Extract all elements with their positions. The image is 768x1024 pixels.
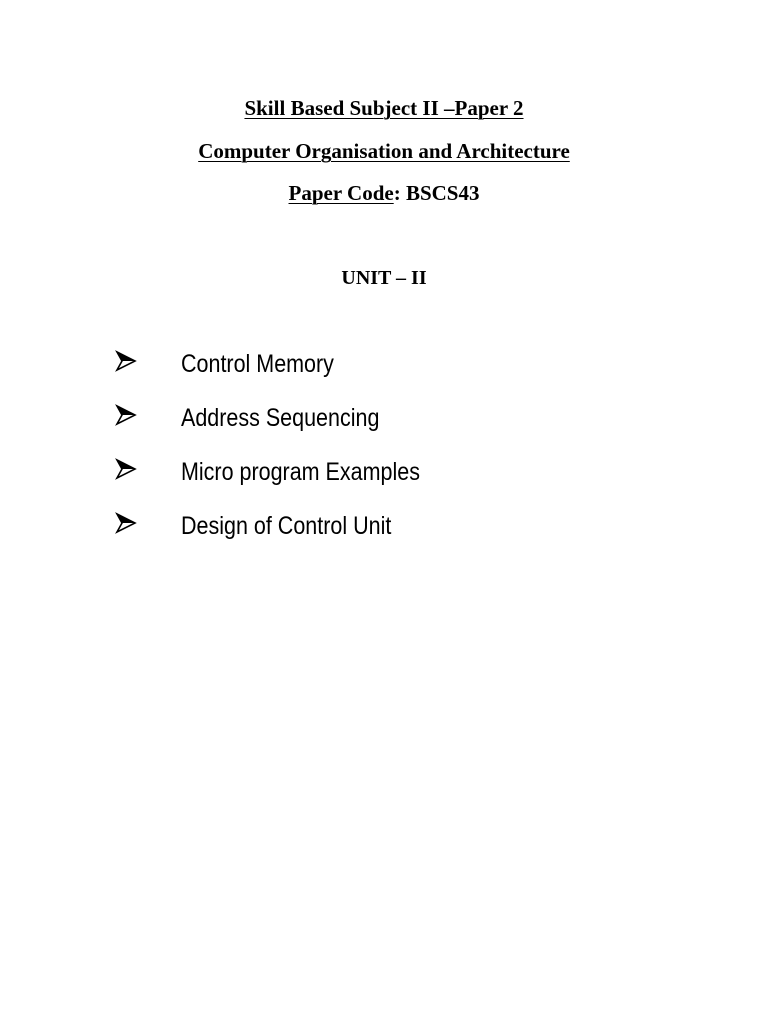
topic-label: Micro program Examples <box>181 458 420 486</box>
list-item <box>0 452 768 506</box>
arrowhead-bullet-icon <box>115 512 137 534</box>
topic-label: Address Sequencing <box>181 404 380 432</box>
arrowhead-bullet-icon <box>115 458 137 480</box>
paper-code-separator: : <box>393 181 401 205</box>
topic-label: Control Memory <box>181 350 334 378</box>
unit-heading <box>0 265 768 291</box>
document-subject <box>0 138 768 164</box>
list-item <box>0 344 768 398</box>
arrowhead-bullet-icon <box>115 404 137 426</box>
unit-heading-text: UNIT – II <box>341 267 427 289</box>
document-title <box>0 95 768 121</box>
paper-code-line <box>0 180 768 206</box>
paper-code-value: BSCS43 <box>400 181 480 205</box>
list-item <box>0 398 768 452</box>
topic-list <box>0 344 768 560</box>
arrowhead-bullet-icon <box>115 350 137 372</box>
topic-label: Design of Control Unit <box>181 512 392 540</box>
document-subject-text: Computer Organisation and Architecture <box>198 139 570 163</box>
paper-code-label: Paper Code <box>288 181 394 205</box>
list-item <box>0 506 768 560</box>
document-title-text: Skill Based Subject II –Paper 2 <box>244 96 524 120</box>
